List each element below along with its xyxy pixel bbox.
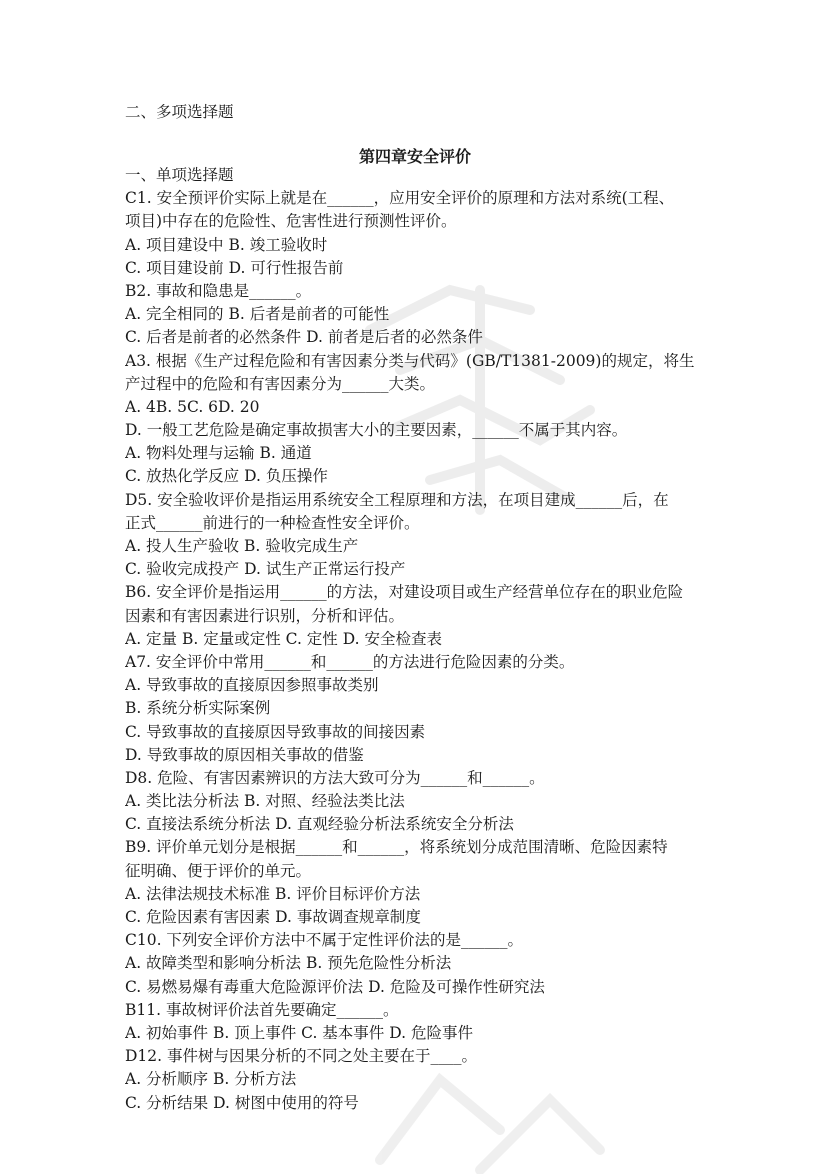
question-b6-stem-cont: 因素和有害因素进行识别，分析和评估。 [125, 606, 405, 625]
question-d12-options-cd: C. 分析结果 D. 树图中使用的符号 [125, 1093, 359, 1112]
question-b9-stem-cont: 征明确、便于评价的单元。 [125, 861, 312, 880]
question-c1-stem-cont: 项目)中存在的危险性、危害性进行预测性评价。 [125, 212, 457, 231]
question-b11-stem: B11. 事故树评价法首先要确定______。 [125, 1000, 399, 1019]
question-c10-stem: C10. 下列安全评价方法中不属于定性评价法的是______。 [125, 931, 523, 950]
question-d8-options-cd: C. 直接法系统分析法 D. 直观经验分析法系统安全分析法 [125, 815, 514, 834]
question-b11-options: A. 初始事件 B. 顶上事件 C. 基本事件 D. 危险事件 [125, 1023, 473, 1042]
question-c10-options-cd: C. 易燃易爆有毒重大危险源评价法 D. 危险及可操作性研究法 [125, 977, 545, 996]
question-d8-options-ab: A. 类比法分析法 B. 对照、经验法类比法 [125, 792, 405, 811]
question-d4-stem: D. 一般工艺危险是确定事故损害大小的主要因素，______不属于其内容。 [125, 421, 628, 440]
question-c1-stem: C1. 安全预评价实际上就是在______，应用安全评价的原理和方法对系统(工程、 [125, 189, 675, 208]
question-c10-options-ab: A. 故障类型和影响分析法 B. 预先危险性分析法 [125, 954, 452, 973]
question-d5-stem-cont: 正式______前进行的一种检查性安全评价。 [125, 513, 420, 532]
question-d8-stem: D8. 危险、有害因素辨识的方法大致可分为______和______。 [125, 768, 545, 787]
question-a3-options: A. 4B. 5C. 6D. 20 [125, 397, 260, 416]
question-b6-options: A. 定量 B. 定量或定性 C. 定性 D. 安全检查表 [125, 629, 442, 648]
question-a7-option-d: D. 导致事故的原因相关事故的借鉴 [125, 745, 364, 764]
question-d5-options-ab: A. 投人生产验收 B. 验收完成生产 [125, 537, 359, 555]
question-b2-stem: B2. 事故和隐患是______。 [125, 281, 312, 300]
question-b2-options-cd: C. 后者是前者的必然条件 D. 前者是后者的必然条件 [125, 328, 483, 347]
question-a3-stem-cont: 产过程中的危险和有害因素分为______大类。 [125, 374, 436, 393]
question-a3-stem: A3. 根据《生产过程危险和有害因素分类与代码》(GB/T1381-2009)的规定，将生 [125, 351, 695, 370]
question-b9-stem: B9. 评价单元划分是根据______和______，将系统划分成范围清晰、危险因素特 [125, 838, 668, 857]
section-heading: 二、多项选择题 [125, 103, 234, 121]
question-list [125, 164, 710, 1115]
subsection-heading: 一、单项选择题 [125, 166, 234, 184]
question-b9-options-cd: C. 危险因素有害因素 D. 事故调查规章制度 [125, 908, 421, 926]
question-d5-stem: D5. 安全验收评价是指运用系统安全工程原理和方法，在项目建成______后，在 [125, 490, 669, 509]
question-d4-options-cd: C. 放热化学反应 D. 负压操作 [125, 467, 328, 486]
question-d5-options-cd: C. 验收完成投产 D. 试生产正常运行投产 [125, 560, 406, 579]
question-c1-options-cd: C. 项目建设前 D. 可行性报告前 [125, 258, 344, 277]
question-b9-options-ab: A. 法律法规技术标准 B. 评价目标评价方法 [125, 884, 421, 903]
question-d12-stem: D12. 事件树与因果分析的不同之处主要在于____。 [125, 1047, 478, 1066]
question-a7-option-c: C. 导致事故的直接原因导致事故的间接因素 [125, 722, 426, 741]
question-d12-options-ab: A. 分析顺序 B. 分析方法 [125, 1070, 297, 1089]
question-c1-options-ab: A. 项目建设中 B. 竣工验收时 [125, 235, 328, 254]
question-d4-options-ab: A. 物料处理与运输 B. 通道 [125, 444, 312, 463]
question-a7-option-a: A. 导致事故的直接原因参照事故类别 [125, 676, 379, 695]
question-b2-options-ab: A. 完全相同的 B. 后者是前者的可能性 [125, 305, 390, 324]
question-a7-option-b: B. 系统分析实际案例 [125, 699, 271, 718]
question-b6-stem: B6. 安全评价是指运用______的方法，对建设项目或生产经营单位存在的职业危险 [125, 583, 684, 602]
chapter-title: 第四章安全评价 [358, 147, 471, 166]
question-a7-stem: A7. 安全评价中常用______和______的方法进行危险因素的分类。 [125, 652, 575, 671]
